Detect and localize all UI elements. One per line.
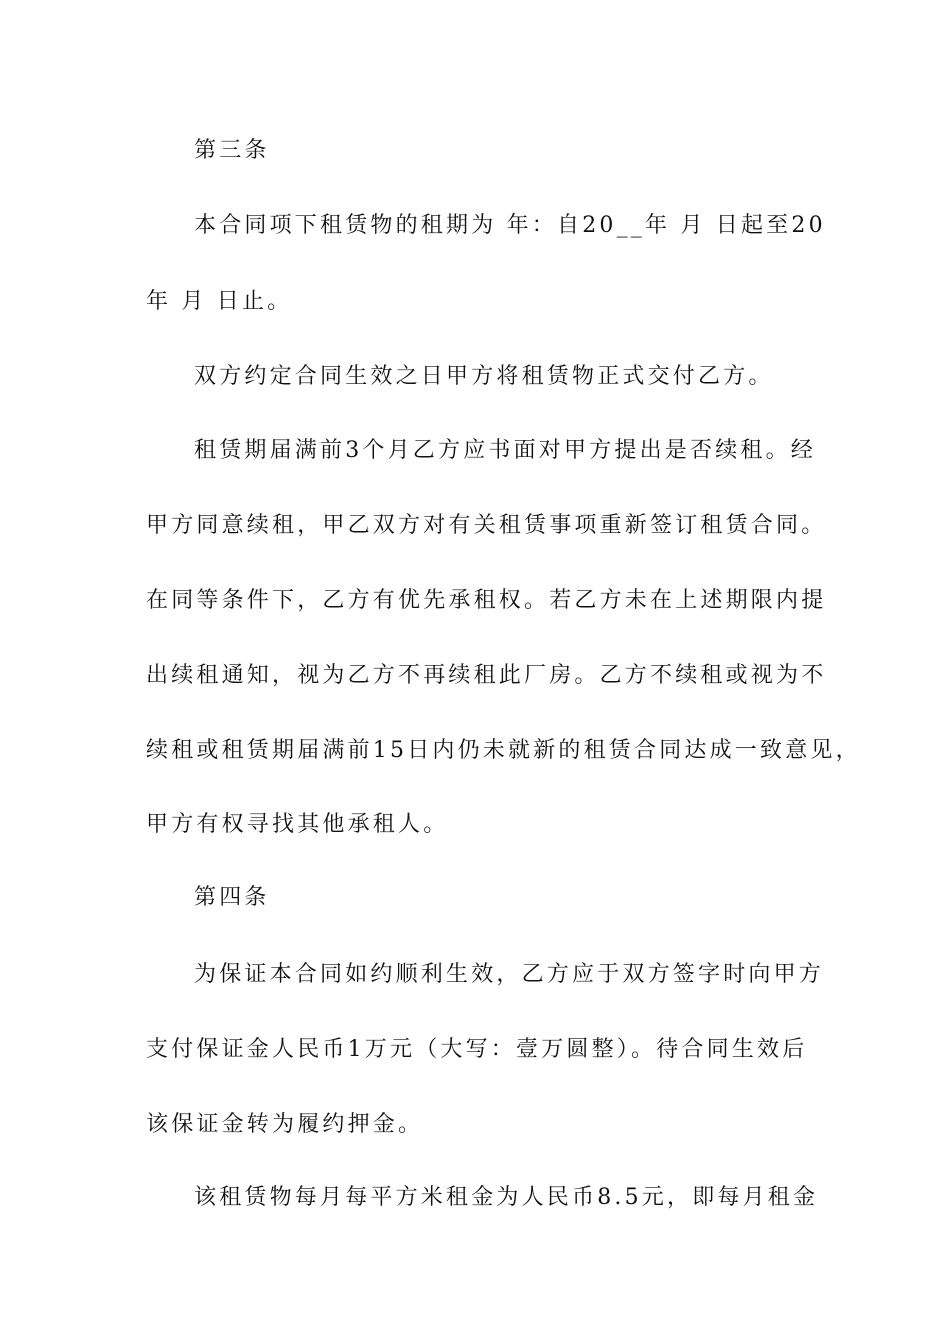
article-3-heading: 第三条 [194, 138, 270, 163]
paragraph-line: 年 月 日止。 [146, 289, 293, 314]
paragraph-line: 支付保证金人民币1万元（大写：壹万圆整）。待合同生效后 [146, 1037, 808, 1062]
paragraph-line: 本合同项下租赁物的租期为 年：自20__年 月 日起至20 [194, 213, 826, 238]
paragraph-line: 在同等条件下，乙方有优先承租权。若乙方未在上述期限内提 [146, 588, 827, 613]
paragraph-line: 出续租通知，视为乙方不再续租此厂房。乙方不续租或视为不 [146, 663, 827, 688]
paragraph-line: 双方约定合同生效之日甲方将租赁物正式交付乙方。 [194, 364, 774, 389]
article-4-heading: 第四条 [194, 885, 270, 910]
paragraph-line: 甲方有权寻找其他承租人。 [146, 812, 449, 837]
paragraph-line: 甲方同意续租，甲乙双方对有关租赁事项重新签订租赁合同。 [146, 513, 827, 538]
paragraph-line: 续租或租赁期届满前15日内仍未就新的租赁合同达成一致意见， [146, 738, 861, 763]
paragraph-line: 该租赁物每月每平方米租金为人民币8.5元，即每月租金 [194, 1185, 819, 1210]
paragraph-line: 为保证本合同如约顺利生效，乙方应于双方签字时向甲方 [194, 962, 825, 987]
paragraph-line: 租赁期届满前3个月乙方应书面对甲方提出是否续租。经 [194, 438, 816, 463]
paragraph-line: 该保证金转为履约押金。 [146, 1112, 424, 1137]
